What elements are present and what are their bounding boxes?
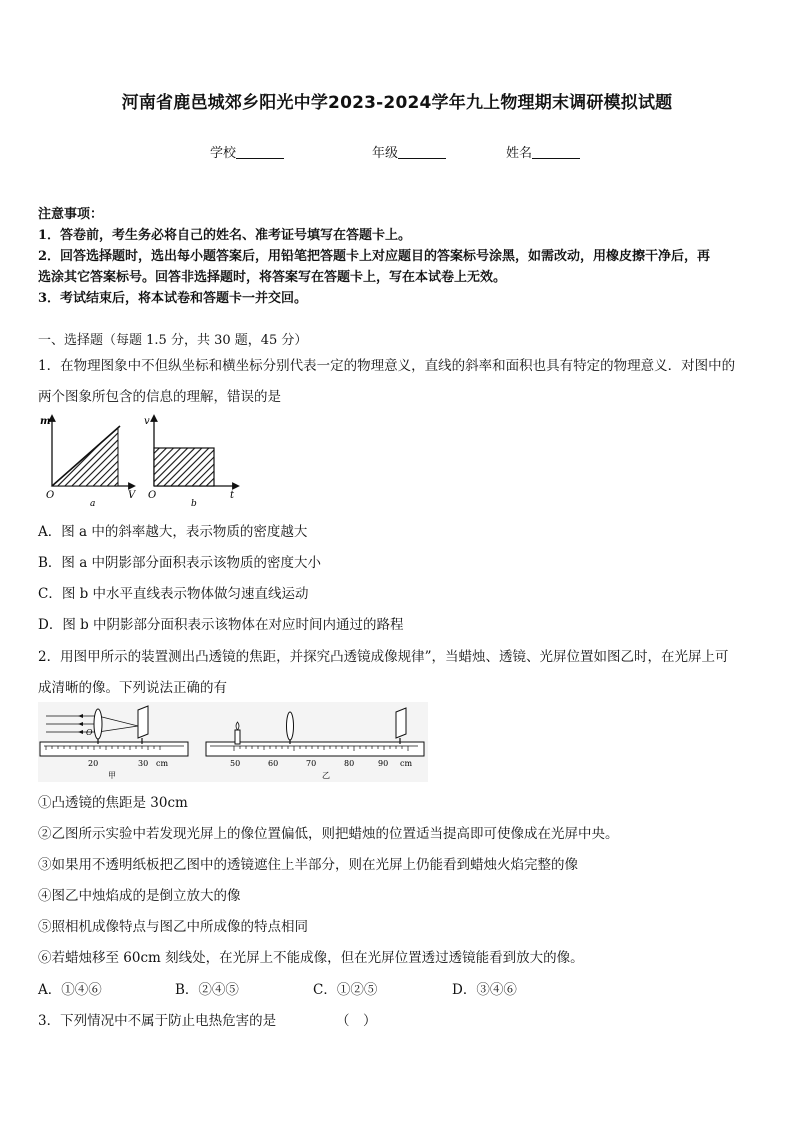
q1-option-d[interactable]: D．图 b 中阴影部分面积表示该物体在对应时间内通过的路程 bbox=[38, 617, 404, 633]
graph-a bbox=[40, 416, 137, 509]
graph-b-origin: O bbox=[148, 490, 157, 501]
school-label: 学校 bbox=[210, 146, 237, 161]
jia-tick-20: 20 bbox=[88, 759, 99, 768]
jia-bench bbox=[40, 742, 188, 756]
school-field bbox=[210, 142, 284, 161]
jia-tick-30: 30 bbox=[138, 759, 149, 768]
graph-b-x-label: t bbox=[230, 490, 235, 501]
graph-a-caption: a bbox=[90, 499, 96, 509]
q2-figures bbox=[38, 702, 428, 782]
q2-stem: 成清晰的像。下列说法正确的有 bbox=[38, 680, 227, 696]
name-blank[interactable] bbox=[532, 146, 580, 159]
q1-option-c[interactable]: C．图 b 中水平直线表示物体做匀速直线运动 bbox=[38, 586, 309, 602]
q2-option-d[interactable]: D．③④⑥ bbox=[452, 982, 517, 998]
graph-b bbox=[144, 416, 236, 509]
yi-tick-70: 70 bbox=[306, 759, 317, 768]
q2-option-c[interactable]: C．①②⑤ bbox=[313, 982, 378, 998]
q2-option-b[interactable]: B．②④⑤ bbox=[175, 982, 239, 998]
yi-candle bbox=[235, 730, 240, 744]
jia-tick-unit: cm bbox=[156, 759, 169, 768]
jia-focus-label: O bbox=[86, 728, 93, 737]
jia-lens bbox=[94, 709, 102, 739]
graph-b-y-label: v bbox=[144, 416, 150, 427]
yi-tick-80: 80 bbox=[344, 759, 355, 768]
notice-item: 选涂其它答案标号。回答非选择题时，将答案写在答题卡上，写在本试卷上无效。 bbox=[38, 270, 507, 285]
q1-option-a[interactable]: A．图 a 中的斜率越大，表示物质的密度越大 bbox=[38, 524, 308, 540]
grade-blank[interactable] bbox=[398, 146, 446, 159]
yi-tick-90: 90 bbox=[378, 759, 389, 768]
name-field bbox=[506, 142, 580, 161]
q3-stem: 3．下列情况中不属于防止电热危害的是 bbox=[38, 1013, 277, 1029]
yi-screen bbox=[396, 708, 406, 738]
yi-lens bbox=[287, 712, 294, 740]
page-title: 河南省鹿邑城郊乡阳光中学2023-2024学年九上物理期末调研模拟试题 bbox=[121, 93, 673, 113]
notice-item: 2．回答选择题时，选出每小题答案后，用铅笔把答题卡上对应题目的答案标号涂黑，如需改动，用橡皮擦干净后，再 bbox=[38, 249, 711, 264]
name-label: 姓名 bbox=[506, 146, 533, 161]
yi-tick-unit: cm bbox=[400, 759, 413, 768]
graph-b-caption: b bbox=[191, 499, 197, 509]
q2-statement: ③如果用不透明纸板把乙图中的透镜遮住上半部分，则在光屏上仍能看到蜡烛火焰完整的像 bbox=[38, 857, 578, 873]
yi-flame bbox=[236, 722, 239, 730]
graph-a-origin: O bbox=[46, 490, 55, 501]
q1-option-b[interactable]: B．图 a 中阴影部分面积表示该物质的密度大小 bbox=[38, 555, 322, 571]
notice-item: 3．考试结束后，将本试卷和答题卡一并交回。 bbox=[38, 291, 308, 306]
q1-stem: 两个图象所包含的信息的理解，错误的是 bbox=[38, 389, 281, 405]
graph-a-x-label: V bbox=[128, 490, 136, 501]
yi-caption: 乙 bbox=[322, 771, 330, 780]
notice-heading: 注意事项： bbox=[38, 207, 104, 222]
q1-stem: 1．在物理图象中不但纵坐标和横坐标分别代表一定的物理意义，直线的斜率和面积也具有特定的物理意义．对图中的 bbox=[38, 358, 736, 374]
notice-item: 1．答卷前，考生务必将自己的姓名、准考证号填写在答题卡上。 bbox=[38, 228, 412, 243]
graph-b-shaded-area bbox=[154, 448, 214, 486]
section-heading: 一、选择题（每题 1.5 分，共 30 题，45 分） bbox=[38, 333, 308, 348]
q2-statement: ⑤照相机成像特点与图乙中所成像的特点相同 bbox=[38, 919, 308, 935]
jia-caption: 甲 bbox=[108, 771, 116, 780]
q2-statement: ②乙图所示实验中若发现光屏上的像位置偏低，则把蜡烛的位置适当提高即可使像成在光屏中央。 bbox=[38, 826, 619, 842]
q2-option-a[interactable]: A．①④⑥ bbox=[38, 982, 102, 998]
graph-a-y-label: m bbox=[40, 416, 51, 427]
q2-statement: ⑥若蜡烛移至 60cm 刻线处，在光屏上不能成像，但在光屏位置透过透镜能看到放大的像。 bbox=[38, 950, 584, 966]
school-blank[interactable] bbox=[236, 146, 284, 159]
q2-statement: ④图乙中烛焰成的是倒立放大的像 bbox=[38, 888, 241, 904]
q2-stem: 2．用图甲所示的装置测出凸透镜的焦距，并探究凸透镜成像规律”，当蜡烛、透镜、光屏位置如图乙时，在光屏上可 bbox=[38, 649, 729, 665]
grade-field bbox=[372, 142, 446, 161]
yi-tick-60: 60 bbox=[268, 759, 279, 768]
q1-graphs bbox=[36, 408, 246, 512]
q2-statement: ①凸透镜的焦距是 30cm bbox=[38, 795, 188, 811]
jia-screen bbox=[138, 706, 148, 738]
yi-tick-50: 50 bbox=[230, 759, 241, 768]
grade-label: 年级 bbox=[372, 146, 399, 161]
q3-answer-paren[interactable]: （ ） bbox=[336, 1013, 377, 1029]
